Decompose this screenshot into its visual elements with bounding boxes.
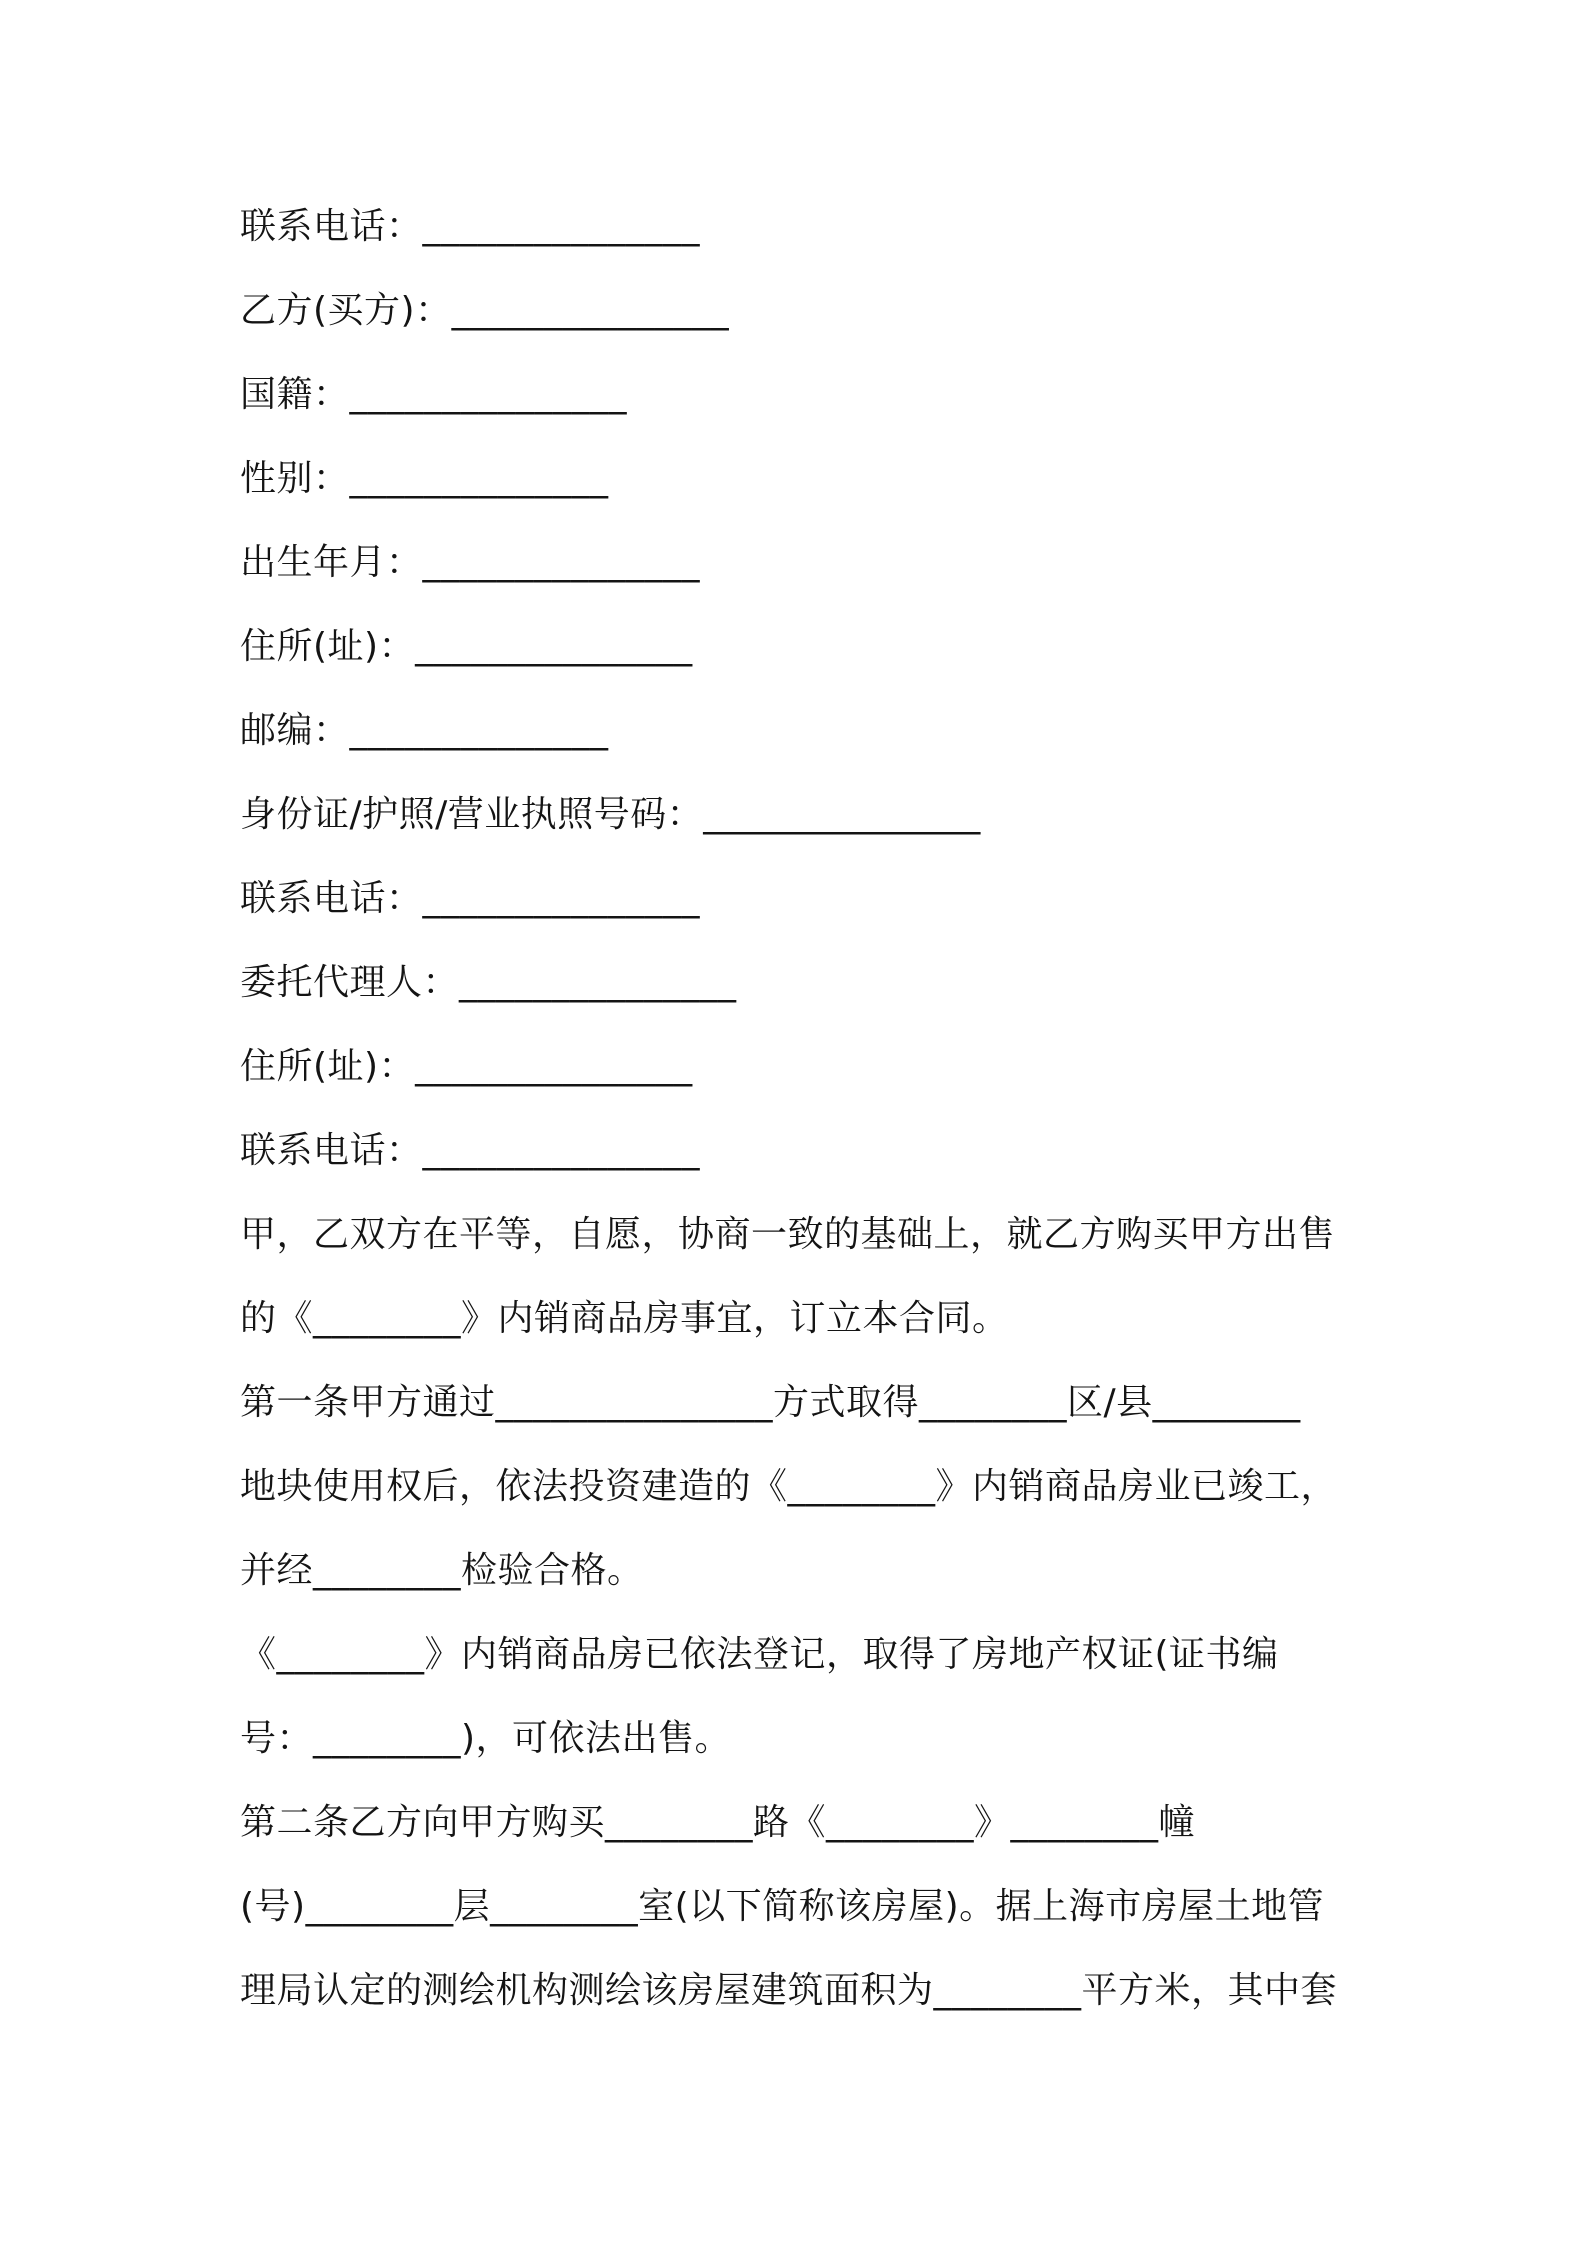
agent-address-field: 住所(址)：_______________ (240, 1046, 693, 1087)
postal-code-field: 邮编：______________ (240, 710, 609, 751)
preamble-line-2: 的《________》内销商品房事宜，订立本合同。 (240, 1298, 1009, 1339)
article-2-line-3: 理局认定的测绘机构测绘该房屋建筑面积为________平方米，其中套 (240, 1970, 1338, 2011)
preamble-line-1: 甲，乙双方在平等，自愿，协商一致的基础上，就乙方购买甲方出售 (240, 1214, 1336, 1255)
nationality-field: 国籍：_______________ (240, 374, 628, 415)
article-1-line-5: 号：________)，可依法出售。 (240, 1718, 732, 1759)
agent-phone-field: 联系电话：_______________ (240, 1130, 701, 1171)
agent-field: 委托代理人：_______________ (240, 962, 737, 1003)
buyer-party-field: 乙方(买方)：_______________ (240, 290, 730, 331)
article-1-line-3: 并经________检验合格。 (240, 1550, 644, 1591)
article-1-line-2: 地块使用权后，依法投资建造的《________》内销商品房业已竣工， (240, 1466, 1338, 1507)
article-2-line-1: 第二条乙方向甲方购买________路《________》________幢 (240, 1802, 1196, 1843)
buyer-phone-field: 联系电话：_______________ (240, 878, 701, 919)
gender-field: 性别：______________ (240, 458, 609, 499)
article-1-line-4: 《________》内销商品房已依法登记，取得了房地产权证(证书编 (240, 1634, 1279, 1675)
buyer-address-field: 住所(址)：_______________ (240, 626, 693, 667)
article-1-line-1: 第一条甲方通过_______________方式取得________区/县________ (240, 1382, 1301, 1423)
document-body (240, 196, 1360, 2044)
birth-date-field: 出生年月：_______________ (240, 542, 701, 583)
article-2-line-2: (号)________层________室(以下简称该房屋)。据上海市房屋土地管 (240, 1886, 1325, 1927)
id-number-field: 身份证/护照/营业执照号码：_______________ (240, 794, 981, 835)
seller-phone-field: 联系电话：_______________ (240, 206, 701, 247)
